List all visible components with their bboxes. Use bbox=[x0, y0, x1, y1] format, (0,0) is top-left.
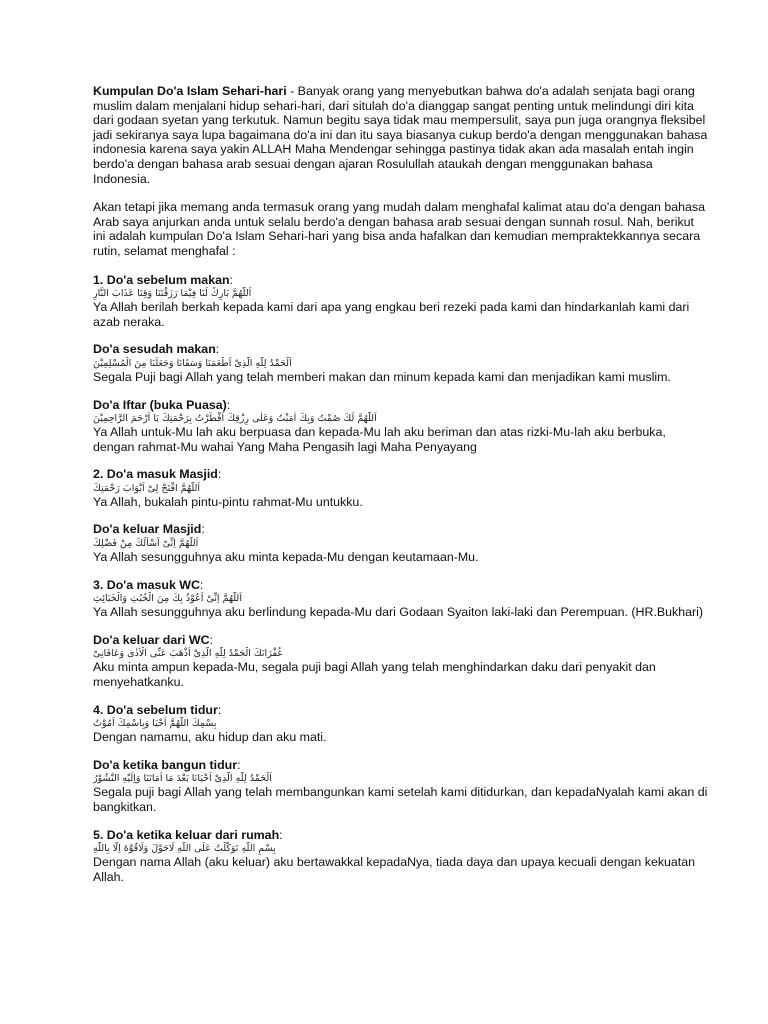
doa-arabic-text: بِسْمِ اللّٰهِ تَوَكَّلْتُ عَلَى اللّٰهِ لَاحَوْلَ وَلَاقُوَّةَ اِلَّا بِاللّٰهِ bbox=[93, 843, 276, 855]
doa-heading-colon: : bbox=[229, 272, 233, 287]
doa-heading-text: 2. Do'a masuk Masjid bbox=[93, 467, 218, 482]
intro-paragraph-2: Akan tetapi jika memang anda termasuk orang yang mudah dalam menghafal kalimat atau do'a dengan bahasa Arab saya anjurkan anda untuk selalu berdo'a dengan bahasa arab sesuai dengan sunnah rosul. Nah, berikut ini adalah kumpulan Do'a Islam Sehari-hari yang bisa anda hafalkan dan kemudian mempraktekkannya secara rutin, selamat menghafal : bbox=[93, 200, 705, 258]
doa-arabic-text: اَللّٰهُمَّ بَارِكْ لَنَا فِيْمَا رَزَقْتَنَا وَقِنَا عَذَابَ النَّارِ bbox=[93, 288, 252, 300]
doa-heading bbox=[93, 758, 708, 773]
doa-heading-text: Do'a Iftar (buka Puasa) bbox=[93, 397, 227, 412]
doa-section bbox=[93, 703, 708, 745]
doa-meaning: Ya Allah sesungguhnya aku berlindung kepada-Mu dari Godaan Syaiton laki-laki dan Perempuan. (HR.Bukhari) bbox=[93, 605, 704, 620]
doa-heading-colon: : bbox=[237, 757, 241, 772]
doa-meaning: Ya Allah sesungguhnya aku minta kepada-Mu dengan keutamaan-Mu. bbox=[93, 550, 479, 565]
doa-section bbox=[93, 758, 708, 815]
document-title: Kumpulan Do'a Islam Sehari-hari bbox=[93, 84, 287, 98]
doa-heading-colon: : bbox=[217, 702, 222, 717]
doa-heading-text: Do'a keluar dari WC bbox=[93, 632, 210, 647]
doa-heading-text: Do'a keluar Masjid bbox=[93, 522, 202, 537]
doa-section bbox=[93, 633, 708, 690]
doa-meaning: Segala puji bagi Allah yang telah membangunkan kami setelah kami ditidurkan, dan kepadaNyalah kami akan di bangkitkan. bbox=[93, 785, 708, 814]
doa-list bbox=[93, 273, 708, 885]
doa-arabic-text: بِسْمِكَ اللّٰهُمَّ اَحْيَا وَبِاسْمِكَ اَمُوْتُ bbox=[93, 718, 217, 730]
doa-meaning: Dengan namamu, aku hidup dan aku mati. bbox=[93, 730, 327, 745]
doa-heading-colon: : bbox=[215, 342, 220, 357]
doa-heading bbox=[93, 398, 708, 413]
doa-heading bbox=[93, 703, 708, 718]
doa-section bbox=[93, 273, 708, 330]
doa-heading-text: Do'a ketika bangun tidur bbox=[93, 757, 238, 772]
intro-paragraph-1 bbox=[93, 84, 708, 186]
doa-meaning: Ya Allah, bukalah pintu-pintu rahmat-Mu untukku. bbox=[93, 494, 363, 509]
doa-meaning: Segala Puji bagi Allah yang telah memberi makan dan minum kepada kami dan menjadikan kami muslim. bbox=[93, 369, 671, 384]
doa-section bbox=[93, 522, 708, 564]
doa-section bbox=[93, 578, 708, 620]
doa-heading-colon: : bbox=[279, 827, 283, 842]
doa-arabic-text: اَللّٰهُمَّ اِنِّىْ اَسْأَلُكَ مِنْ فَضْلِكَ bbox=[93, 538, 199, 550]
doa-section bbox=[93, 398, 708, 455]
doa-arabic-text: اَللّٰهُمَّ اِنِّىْ اَعُوْذُ بِكَ مِنَ الْخُبُثِ وَالْخَبَائِثِ bbox=[93, 593, 242, 605]
doa-heading-text: Do'a sesudah makan bbox=[93, 342, 216, 357]
doa-heading bbox=[93, 522, 708, 537]
doa-arabic-text: اَلْحَمْدُ لِلّٰهِ الَّذِىْ اَحْيَانَا بَعْدَ مَا اَمَاتَنَا وَاِلَيْهِ النُّشُوْرُ bbox=[93, 773, 272, 785]
doa-heading-text: 5. Do'a ketika keluar dari rumah bbox=[93, 827, 280, 842]
doa-heading bbox=[93, 342, 708, 357]
doa-arabic-text: اَللّٰهُمَّ افْتَحْ لِىْ اَبْوَابَ رَحْمَتِكَ bbox=[93, 482, 201, 494]
doa-section bbox=[93, 828, 708, 885]
intro-text-1: - Banyak orang yang menyebutkan bahwa do'a adalah senjata bagi orang muslim dalam menjalani hidup sehari-hari, dari situlah do'a dianggap sangat penting untuk melindungi diri kita dari godaan syetan yang terkutuk. Namun begitu saya tidak mau mempersulit, saya pun juga orangnya fleksibel jadi sekiranya saya lupa bagaimana do'a ini dan itu saya biasanya cukup berdo'a dengan menggunakan bahasa indonesia karena saya yakin ALLAH Maha Mendengar sehingga pastinya tidak akan ada masalah entah ingin berdo'a dengan bahasa arab sesuai dengan ajaran Rosulullah ataukah dengan menggunakan bahasa Indonesia. bbox=[93, 84, 708, 186]
doa-heading-colon: : bbox=[226, 397, 231, 412]
doa-heading-colon: : bbox=[209, 632, 214, 647]
doa-heading-colon: : bbox=[201, 522, 205, 537]
doa-arabic-text: غُفْرَانَكَ الْحَمْدُ لِلّٰهِ الَّذِىْ اَذْهَبَ عَنِّى الْاَذٰى وَعَافَانِىْ bbox=[93, 648, 283, 660]
doa-section bbox=[93, 342, 708, 384]
doa-heading-colon: : bbox=[199, 577, 204, 592]
doa-heading-text: 4. Do'a sebelum tidur bbox=[93, 702, 218, 717]
doa-heading bbox=[93, 578, 708, 593]
doa-meaning: Ya Allah untuk-Mu lah aku berpuasa dan kepada-Mu lah aku beriman dan atas rizki-Mu-lah aku berbuka, dengan rahmat-Mu wahai Yang Maha Pengasih lagi Maha Penyayang bbox=[93, 425, 666, 454]
doa-heading-colon: : bbox=[217, 467, 222, 482]
doa-heading-text: 3. Do'a masuk WC bbox=[93, 577, 200, 592]
doa-meaning: Aku minta ampun kepada-Mu, segala puji bagi Allah yang telah menghindarkan daku dari penyakit dan menyehatkanku. bbox=[93, 660, 656, 690]
doa-section bbox=[93, 467, 708, 509]
doa-arabic-text: اَللّٰهُمَّ لَكَ صُمْتُ وَبِكَ اٰمَنْتُ وَعَلٰى رِزْقِكَ اَفْطَرْتُ بِرَحْمَتِكَ يَا اَرْحَمَ الرَّاحِمِيْنَ bbox=[93, 413, 377, 425]
doa-meaning: Ya Allah berilah berkah kepada kami dari apa yang engkau beri rezeki pada kami dan hindarkanlah kami dari azab neraka. bbox=[93, 300, 690, 329]
doa-heading-text: 1. Do'a sebelum makan bbox=[93, 272, 230, 287]
doa-heading bbox=[93, 467, 708, 482]
doa-heading bbox=[93, 273, 708, 288]
doa-heading bbox=[93, 828, 708, 843]
doa-heading bbox=[93, 633, 708, 648]
doa-meaning: Dengan nama Allah (aku keluar) aku bertawakkal kepadaNya, tiada daya dan upaya kecuali dengan kekuatan Allah. bbox=[93, 855, 696, 884]
doa-arabic-text: اَلْحَمْدُ لِلّٰهِ الَّذِىْ اَطْعَمَنَا وَسَقَانَا وَجَعَلَنَا مِنَ الْمُسْلِمِيْنَ bbox=[93, 357, 292, 369]
